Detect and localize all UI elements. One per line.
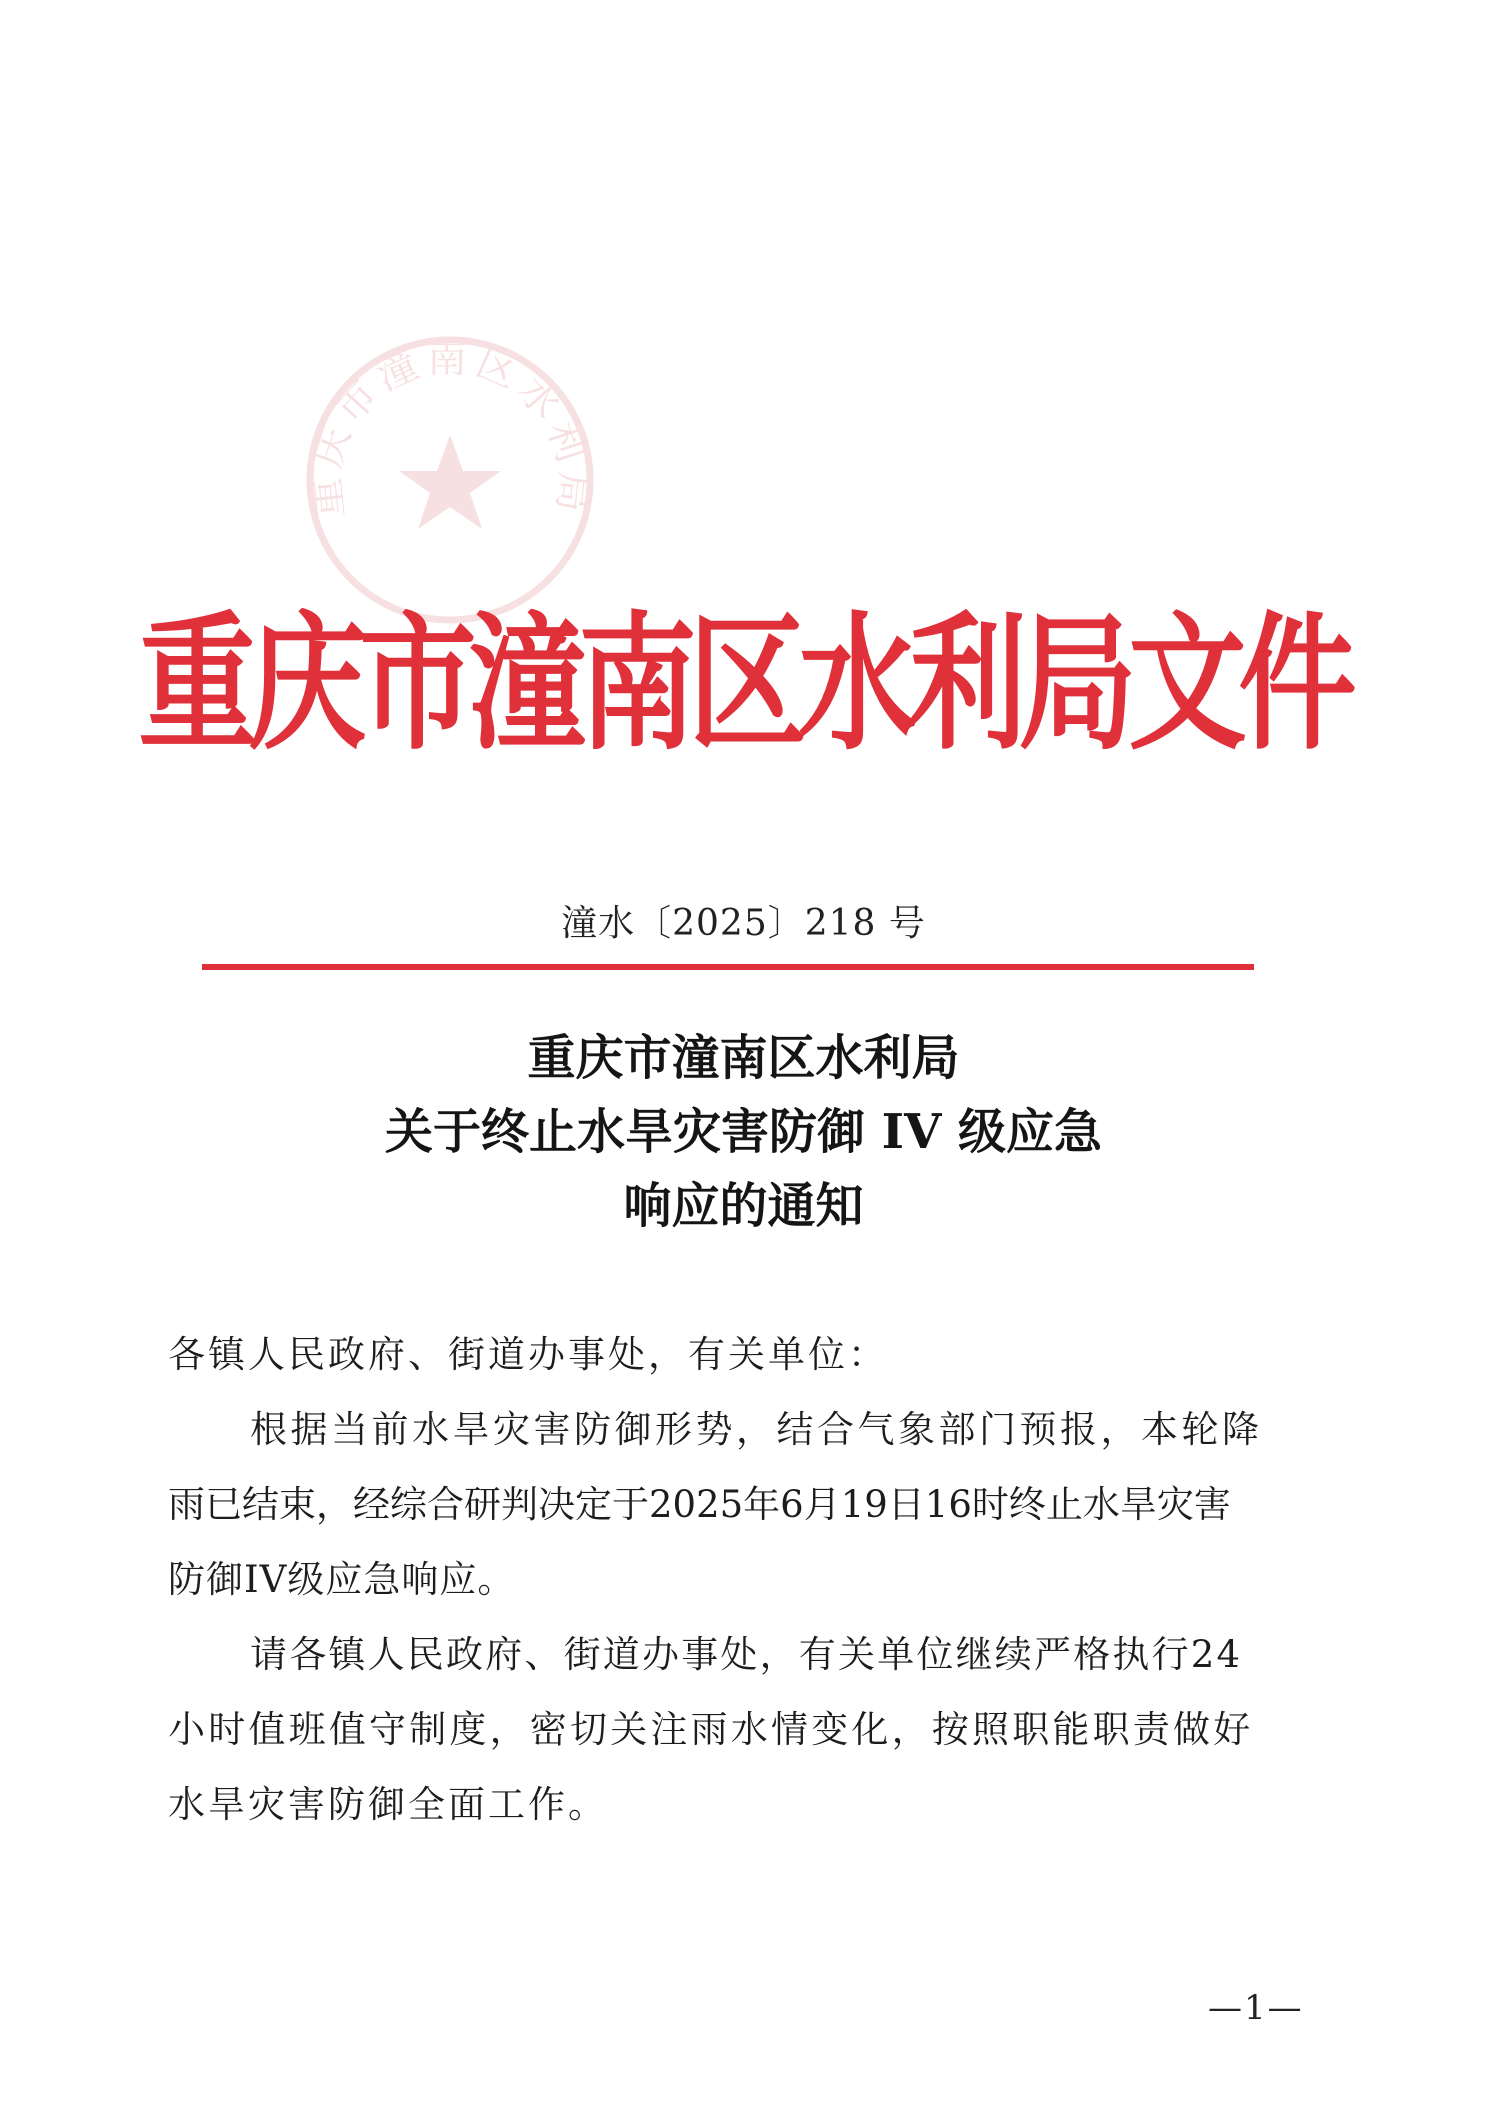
salutation: 各镇人民政府、街道办事处，有关单位： — [168, 1333, 888, 1376]
paragraph-1-line-3: 防御IV级应急响应。 — [168, 1558, 516, 1601]
seal-ring-text: 重庆市潼南区水利局 — [302, 336, 598, 521]
document-masthead: 重庆市潼南区水利局文件 — [138, 597, 1349, 770]
paragraph-1-line-1: 根据当前水旱灾害防御形势，结合气象部门预报，本轮降 — [250, 1408, 1263, 1451]
title-line-2: 关于终止水旱灾害防御 IV 级应急 — [384, 1104, 1103, 1160]
paragraph-2-line-2: 小时值班值守制度，密切关注雨水情变化，按照职能职责做好 — [168, 1708, 1254, 1751]
document-number: 潼水〔2025〕218 号 — [561, 903, 926, 944]
red-divider-line — [202, 964, 1254, 970]
paragraph-2-line-1: 请各镇人民政府、街道办事处，有关单位继续严格执行24 — [250, 1633, 1243, 1676]
title-line-3: 响应的通知 — [623, 1178, 864, 1234]
paragraph-1-line-2: 雨已结束，经综合研判决定于2025年6月19日16时终止水旱灾害 — [168, 1483, 1231, 1526]
title-line-1: 重庆市潼南区水利局 — [527, 1030, 960, 1086]
paragraph-2-line-3: 水旱灾害防御全面工作。 — [168, 1783, 608, 1826]
official-seal-icon — [300, 330, 600, 630]
page-number: —1— — [1208, 1988, 1304, 2028]
